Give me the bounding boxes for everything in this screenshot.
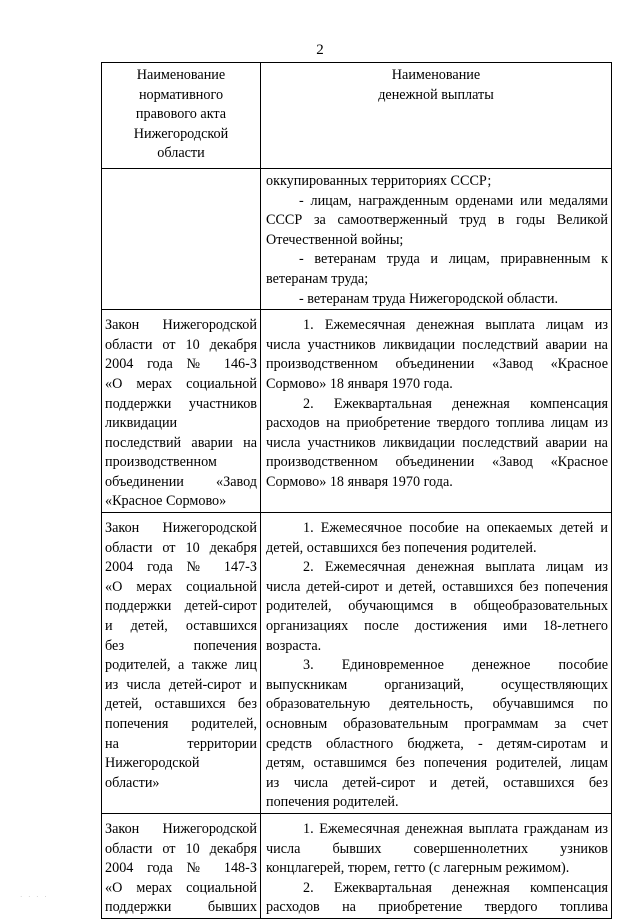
payment-line: детям, оставшимся без попечения родителей, лицам	[266, 755, 608, 772]
payment-line: производственном объединении «Завод «Красное	[266, 356, 608, 373]
act-name-line: родителей, а также лиц	[105, 657, 257, 674]
header-payment-line: денежной выплаты	[378, 86, 494, 103]
payment-line: 1. Ежемесячная денежная выплата лицам из	[303, 317, 608, 334]
act-name-cell	[102, 513, 261, 814]
payment-line: числа детей-сирот и детей, оставшихся без попечения	[266, 578, 608, 595]
table-header-row	[102, 63, 612, 169]
payment-line: оккупированных территориях СССР;	[266, 172, 492, 189]
act-name-line: «О мерах социальной	[105, 578, 257, 595]
payment-line: детей, оставшихся без попечения родителей.	[266, 539, 537, 556]
payment-line: 1. Ежемесячное пособие на опекаемых детей и	[303, 520, 608, 537]
payment-line: попечения родителей.	[266, 794, 399, 811]
payment-line: числа бывших совершеннолетних узников	[266, 840, 608, 857]
act-name-line: Закон Нижегородской	[105, 820, 257, 837]
scan-artifact: · · · ·	[20, 893, 49, 901]
act-name-line: области»	[105, 774, 160, 791]
payment-line: выпускникам организаций, осуществляющих	[266, 676, 608, 693]
payment-line: ветеранам труда;	[266, 270, 369, 287]
payment-line: 2. Ежеквартальная денежная компенсация	[303, 395, 608, 412]
page-number: 2	[316, 42, 324, 58]
payment-line: Сормово» 18 января 1970 года.	[266, 473, 453, 490]
header-act-line: правового акта	[135, 106, 227, 123]
payment-name-cell	[261, 813, 612, 918]
act-name-line: поддержки участников	[105, 395, 257, 412]
payment-line: производственном объединении «Завод «Красное	[266, 454, 608, 471]
payments-table	[101, 62, 612, 919]
act-name-line: объединении «Завод	[105, 473, 257, 490]
payment-line: 2. Ежеквартальная денежная компенсация	[303, 879, 608, 896]
payment-line: расходов на приобретение твердого топлива лицам из	[266, 415, 608, 432]
act-name-line: Закон Нижегородской	[105, 520, 257, 537]
payment-name-cell	[261, 310, 612, 513]
table-row	[102, 168, 612, 309]
payment-line: организациях после достижения ими 18-летнего	[266, 618, 608, 635]
act-name-line: из числа детей-сирот и	[105, 676, 257, 693]
act-name-line: поддержки бывших	[105, 899, 257, 916]
payment-name-cell	[261, 168, 612, 309]
payment-line: образовательную деятельность, обучавшимся по	[266, 696, 608, 713]
header-payment-line: Наименование	[391, 67, 481, 83]
act-name-line: производственном	[105, 454, 217, 471]
act-name-line: «Красное Сормово»	[105, 493, 227, 510]
payment-line: числа участников ликвидации последствий аварии на	[266, 336, 608, 353]
act-name-cell	[102, 168, 261, 309]
table-row	[102, 310, 612, 513]
act-name-line: поддержки детей-сирот	[105, 598, 257, 615]
act-name-line: попечения родителей,	[105, 716, 257, 732]
payment-line: - лицам, награжденным орденами или медалями	[299, 192, 608, 209]
header-act-line: Наименование	[136, 67, 226, 83]
act-name-line: и детей, оставшихся	[105, 618, 257, 635]
act-name-line: Закон Нижегородской	[105, 317, 257, 334]
payment-line: числа участников ликвидации последствий аварии на	[266, 434, 608, 451]
payment-line: СССР за самоотверженный труд в годы Великой	[266, 212, 608, 229]
act-name-line: 2004 года № 147-З	[105, 559, 257, 576]
act-name-line: ликвидации	[105, 415, 178, 432]
payment-name-cell	[261, 513, 612, 814]
payment-line: возраста.	[266, 637, 322, 654]
payment-line: из числа детей-сирот и детей, оставшихся без	[266, 774, 608, 791]
act-name-line: 2004 года № 146-З	[105, 356, 257, 373]
payment-line: - ветеранам труда и лицам, приравненным к	[299, 251, 608, 268]
act-name-line: детей, оставшихся без	[105, 696, 257, 713]
act-name-line: области от 10 декабря	[105, 840, 257, 857]
act-name-line: на территории	[105, 735, 257, 752]
payment-line: Сормово» 18 января 1970 года.	[266, 375, 453, 392]
header-act-line: нормативного	[138, 86, 224, 103]
act-name-line: без попечения	[105, 637, 257, 654]
header-act-line: области	[157, 145, 205, 162]
payment-line: основным образовательным программам за счет	[266, 716, 608, 732]
act-name-line: последствий аварии на	[105, 434, 257, 451]
table-row	[102, 513, 612, 814]
payment-line: 2. Ежемесячная денежная выплата лицам из	[303, 559, 608, 576]
payment-line: расходов на приобретение твердого топлива	[266, 899, 608, 916]
act-name-cell	[102, 310, 261, 513]
act-name-line: Нижегородской	[105, 755, 200, 772]
act-name-line: «О мерах социальной	[105, 879, 257, 896]
payment-line: 3. Единовременное денежное пособие	[303, 657, 608, 674]
header-act-line: Нижегородской	[133, 125, 229, 142]
payment-line: 1. Ежемесячная денежная выплата гражданам из	[303, 820, 608, 837]
header-act-name	[102, 63, 261, 169]
header-payment-name	[261, 63, 612, 169]
act-name-line: «О мерах социальной	[105, 375, 257, 392]
payment-line: - ветеранам труда Нижегородской области.	[299, 290, 559, 307]
act-name-cell	[102, 813, 261, 918]
payment-line: Отечественной войны;	[266, 231, 404, 248]
act-name-line: 2004 года № 148-З	[105, 860, 257, 877]
act-name-line: области от 10 декабря	[105, 539, 257, 556]
payment-line: родителей, обучающимся в общеобразовательных	[266, 598, 608, 615]
payment-line: средств областного бюджета, - детям-сиротам и	[266, 735, 608, 752]
payment-line: концлагерей, тюрем, гетто (с лагерным режимом).	[266, 860, 570, 877]
table-row	[102, 813, 612, 918]
act-name-line: области от 10 декабря	[105, 336, 257, 353]
